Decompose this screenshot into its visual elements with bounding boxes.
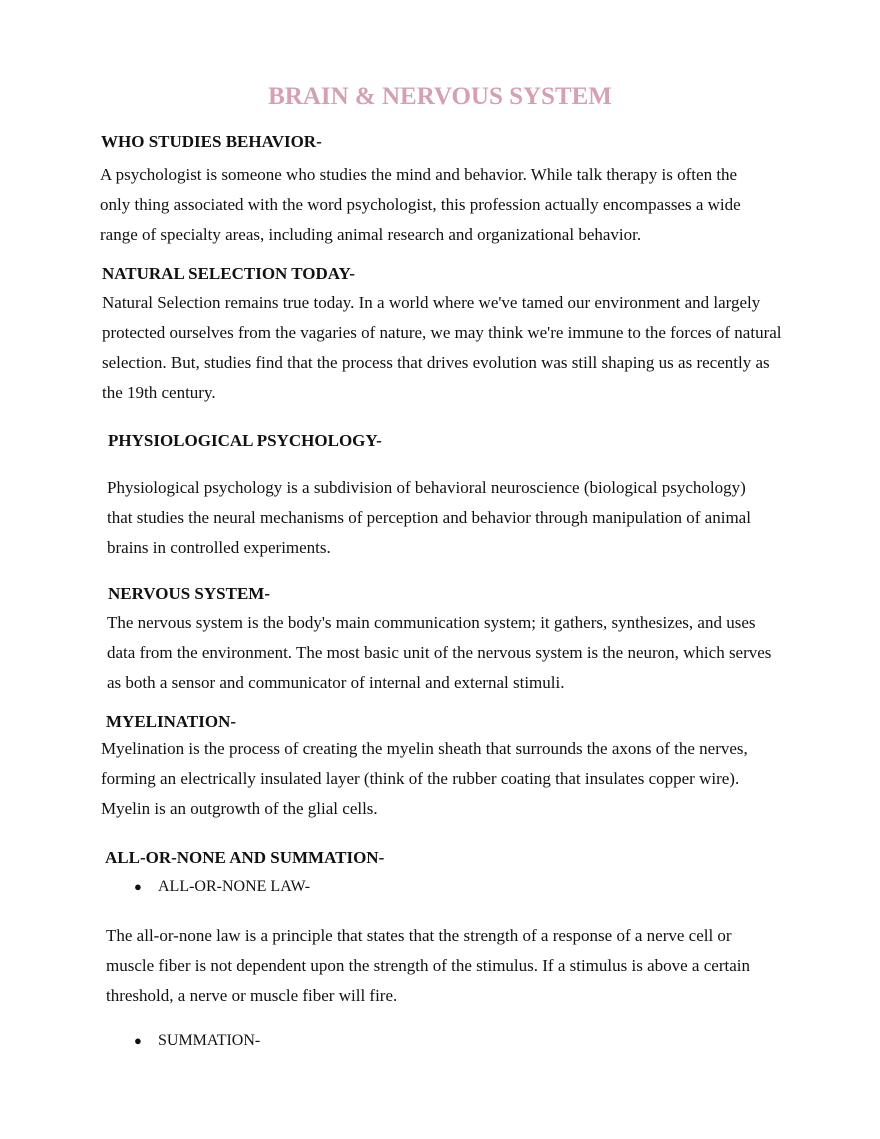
section-body-natural-selection-today: Natural Selection remains true today. In a world where we've tamed our environment and largely protected ourselves from the vagaries of nature, we may think we're immune to the forces of natural selection. But, studies find that the process that drives evolution was still shaping us as recently as the 19th century. xyxy=(102,293,782,402)
section-body-nervous-system: The nervous system is the body's main communication system; it gathers, synthesizes, and uses data from the environment. The most basic unit of the nervous system is the neuron, which serves as both a sensor and communicator of internal and external stimuli. xyxy=(107,613,772,692)
section-heading-nervous-system: NERVOUS SYSTEM- xyxy=(108,584,271,603)
list-item-summation xyxy=(134,1030,260,1052)
section-heading-all-or-none-and-summation: ALL-OR-NONE AND SUMMATION- xyxy=(105,848,385,867)
section-heading-who-studies-behavior: WHO STUDIES BEHAVIOR- xyxy=(101,132,322,151)
list-item-all-or-none-law xyxy=(134,876,310,898)
section-body-who-studies-behavior: A psychologist is someone who studies the mind and behavior. While talk therapy is often the only thing associated with the word psychologist, this profession actually encompasses a wide range of specialty areas, including animal research and organizational behavior. xyxy=(100,165,741,244)
bullet-icon: ● xyxy=(134,879,142,894)
section-body-physiological-psychology: Physiological psychology is a subdivision of behavioral neuroscience (biological psychology) that studies the neural mechanisms of perception and behavior through manipulation of animal brains in controlled experiments. xyxy=(107,478,751,557)
section-body-myelination: Myelination is the process of creating the myelin sheath that surrounds the axons of the nerves, forming an electrically insulated layer (think of the rubber coating that insulates copper wire). Myelin is an outgrowth of the glial cells. xyxy=(101,739,748,818)
page-title: BRAIN & NERVOUS SYSTEM xyxy=(268,83,612,110)
section-heading-natural-selection-today: NATURAL SELECTION TODAY- xyxy=(102,264,355,283)
bullet-label: SUMMATION- xyxy=(158,1032,261,1049)
section-heading-myelination: MYELINATION- xyxy=(106,712,237,731)
bullet-label: ALL-OR-NONE LAW- xyxy=(158,878,311,895)
bullet-body-all-or-none-law: The all-or-none law is a principle that states that the strength of a response of a nerve cell or muscle fiber is not dependent upon the strength of the stimulus. If a stimulus is above a certain threshold, a nerve or muscle fiber will fire. xyxy=(106,926,750,1005)
bullet-icon: ● xyxy=(134,1033,142,1048)
section-heading-physiological-psychology: PHYSIOLOGICAL PSYCHOLOGY- xyxy=(108,431,382,450)
